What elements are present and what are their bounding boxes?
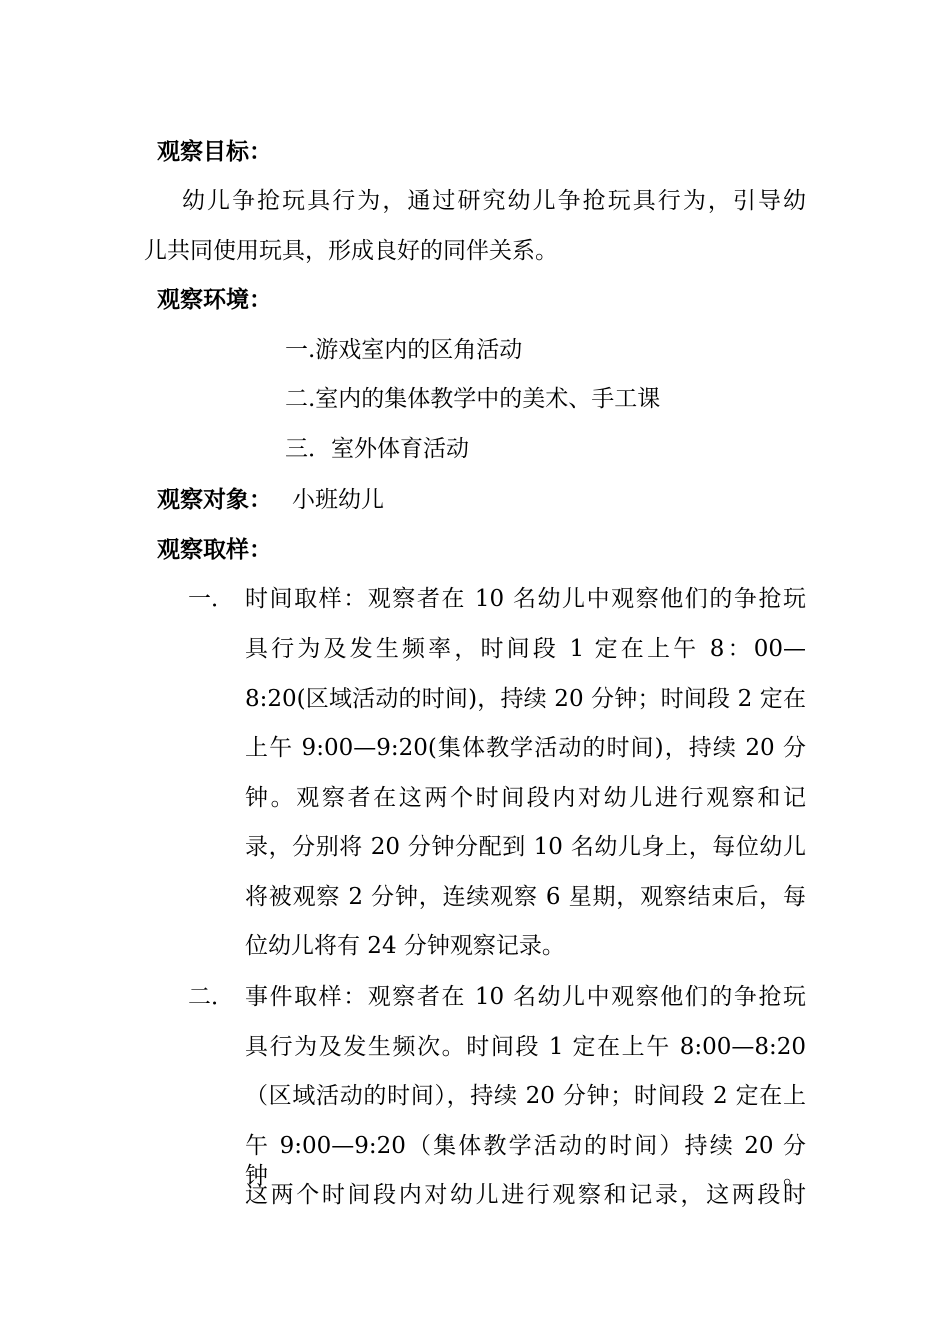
goal-paragraph-line: 幼儿争抢玩具行为，通过研究幼儿争抢玩具行为，引导幼 bbox=[182, 188, 806, 214]
environment-item: 二.室内的集体教学中的美术、手工课 bbox=[285, 386, 661, 412]
subject-value: 小班幼儿 bbox=[292, 487, 384, 513]
sampling-line: 事件取样：观察者在 10 名幼儿中观察他们的争抢玩 bbox=[245, 984, 806, 1010]
list-marker: 二． bbox=[188, 984, 234, 1010]
sampling-line: 位幼儿将有 24 分钟观察记录。 bbox=[245, 933, 565, 959]
sampling-heading: 观察取样： bbox=[157, 536, 272, 563]
sampling-line: 上午 9:00—9:20(集体教学活动的时间)，持续 20 分 bbox=[245, 735, 806, 761]
sampling-line: 钟。观察者在这两个时间段内对幼儿进行观察和记 bbox=[245, 785, 806, 811]
environment-item: 三．室外体育活动 bbox=[285, 436, 469, 462]
sampling-line: 这两个时间段内对幼儿进行观察和记录，这两段时 bbox=[245, 1182, 806, 1208]
environment-item: 一.游戏室内的区角活动 bbox=[285, 337, 523, 363]
sampling-line: （区域活动的时间），持续 20 分钟；时间段 2 定在上 bbox=[245, 1083, 806, 1109]
sampling-line: 录，分别将 20 分钟分配到 10 名幼儿身上，每位幼儿 bbox=[245, 834, 806, 860]
subject-heading: 观察对象： bbox=[157, 486, 272, 513]
goal-paragraph-line: 儿共同使用玩具，形成良好的同伴关系。 bbox=[144, 238, 558, 264]
sampling-line: 具行为及发生频率，时间段 1 定在上午 8：00— bbox=[245, 636, 806, 662]
environment-heading: 观察环境： bbox=[157, 286, 272, 313]
sampling-line: 将被观察 2 分钟，连续观察 6 星期，观察结束后，每 bbox=[245, 884, 806, 910]
sampling-line: 时间取样：观察者在 10 名幼儿中观察他们的争抢玩 bbox=[245, 586, 806, 612]
sampling-line: 午 9:00—9:20（集体教学活动的时间）持续 20 分钟。 bbox=[245, 1133, 806, 1189]
sampling-line: 具行为及发生频次。时间段 1 定在上午 8:00—8:20 bbox=[245, 1034, 806, 1060]
goal-heading: 观察目标： bbox=[157, 138, 272, 165]
sampling-line: 8:20(区域活动的时间)，持续 20 分钟；时间段 2 定在 bbox=[245, 686, 806, 712]
list-marker: 一． bbox=[188, 586, 234, 612]
